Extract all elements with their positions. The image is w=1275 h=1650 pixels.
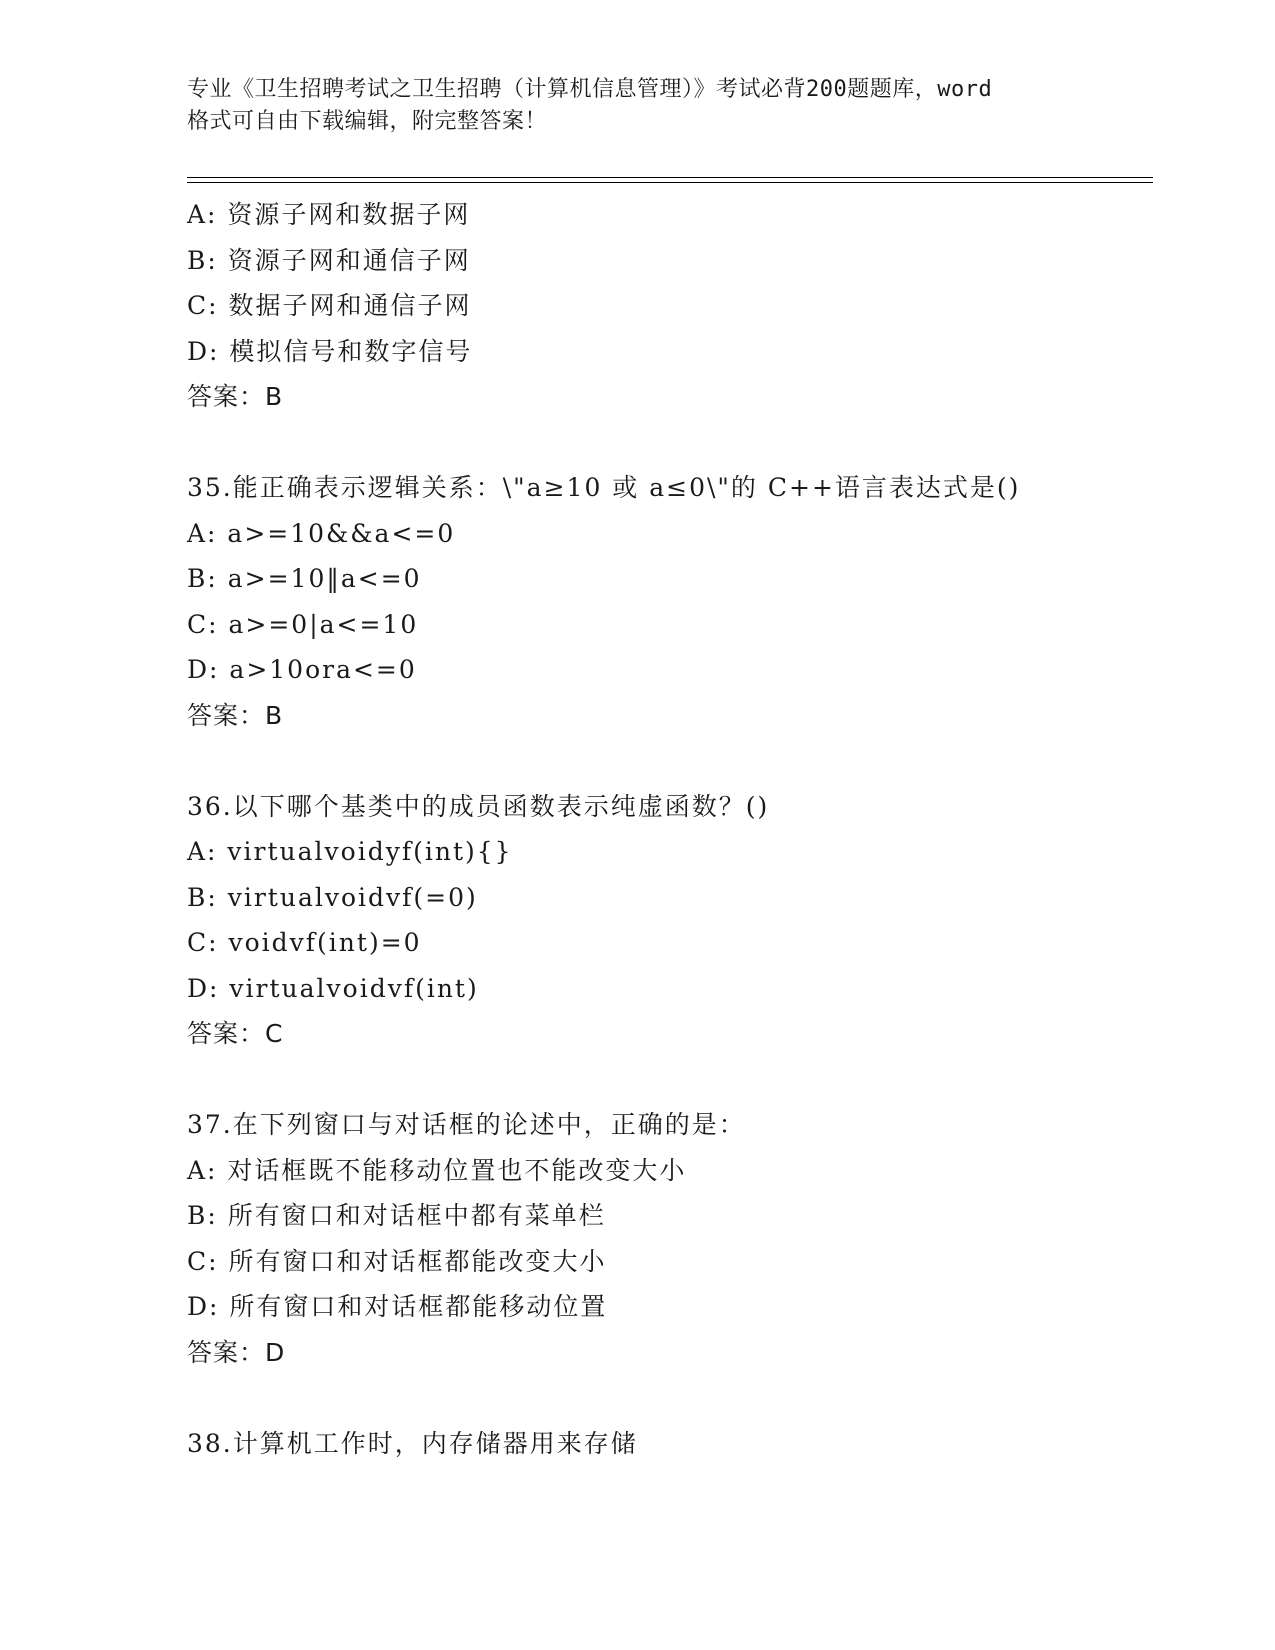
option-a: A: 对话框既不能移动位置也不能改变大小 (187, 1155, 687, 1185)
question-block-36 (187, 784, 1147, 1057)
option-b: B: virtualvoidvf(=0) (187, 882, 478, 912)
header-line-2: 格式可自由下载编辑，附完整答案！ (187, 109, 548, 134)
question-text: 36.以下哪个基类中的成员函数表示纯虚函数？() (187, 791, 770, 821)
document-header (187, 74, 1087, 138)
spacer (187, 420, 1147, 466)
option-c: C: 数据子网和通信子网 (187, 291, 472, 320)
answer-text: 答案：D (187, 1337, 286, 1367)
answer-text: 答案：C (187, 1019, 284, 1048)
header-divider-top (187, 177, 1153, 178)
option-c: C: a>=0|a<=10 (187, 609, 419, 639)
option-a: A: a>=10&&a<=0 (187, 518, 456, 548)
answer-text: 答案：B (187, 382, 284, 411)
answer-text: 答案：B (187, 700, 284, 730)
option-c: C: 所有窗口和对话框都能改变大小 (187, 1246, 607, 1276)
option-a: A: virtualvoidyf(int){} (187, 837, 513, 866)
question-text: 35.能正确表示逻辑关系：\"a≥10 或 a≤0\"的 C++语言表达式是() (187, 473, 1021, 502)
option-d: D: virtualvoidvf(int) (187, 973, 479, 1003)
header-line-1: 专业《卫生招聘考试之卫生招聘（计算机信息管理）》考试必背200题题库，word (187, 77, 993, 102)
question-list (187, 192, 1147, 1466)
spacer (187, 738, 1147, 784)
option-d: D: 所有窗口和对话框都能移动位置 (187, 1292, 608, 1321)
header-divider-bottom (187, 182, 1153, 183)
question-text: 38.计算机工作时，内存储器用来存储 (187, 1428, 638, 1458)
spacer (187, 1057, 1147, 1103)
option-d: D: 模拟信号和数字信号 (187, 336, 473, 366)
spacer (187, 1375, 1147, 1421)
option-c: C: voidvf(int)=0 (187, 928, 422, 957)
question-block-35 (187, 465, 1147, 738)
option-d: D: a>10ora<=0 (187, 655, 417, 684)
question-text: 37.在下列窗口与对话框的论述中，正确的是： (187, 1110, 746, 1139)
option-b: B: 所有窗口和对话框中都有菜单栏 (187, 1201, 606, 1230)
option-b: B: a>=10‖a<=0 (187, 564, 422, 593)
option-b: B: 资源子网和通信子网 (187, 245, 471, 275)
question-block-38 (187, 1421, 1147, 1467)
question-block-37 (187, 1102, 1147, 1375)
question-block-34 (187, 192, 1147, 420)
option-a: A: 资源子网和数据子网 (187, 200, 471, 229)
